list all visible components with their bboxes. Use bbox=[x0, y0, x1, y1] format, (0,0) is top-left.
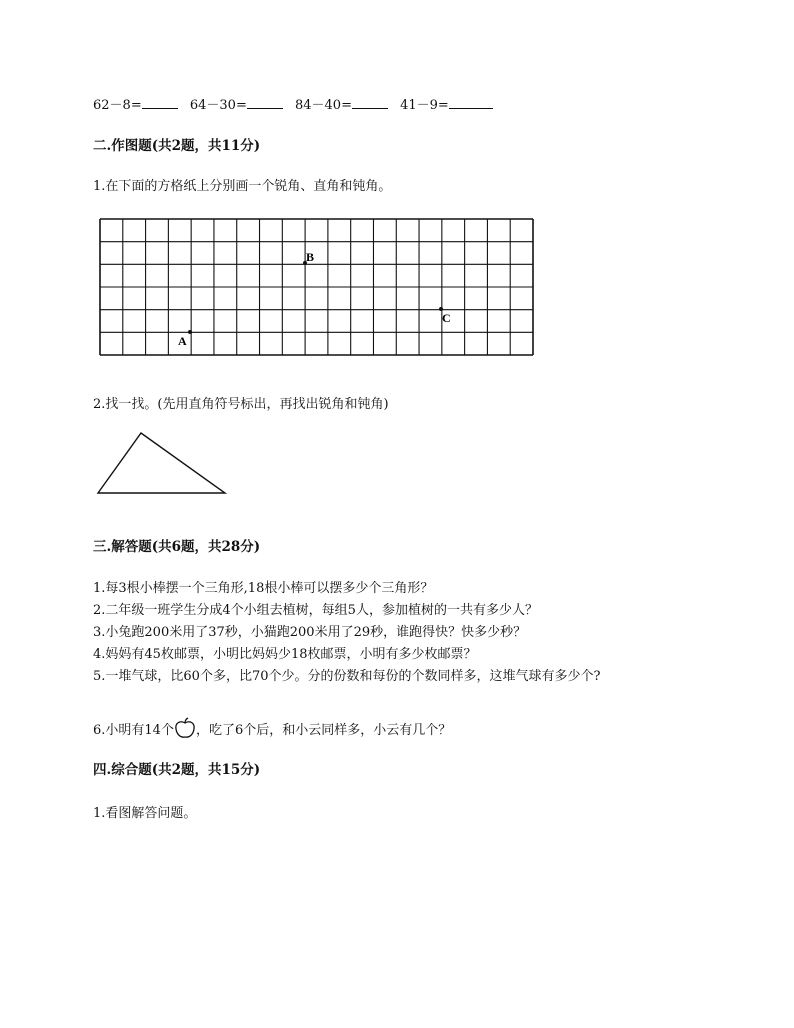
section3-question-5: 5.一堆气球，比60个多，比70个少。分的份数和每份的个数同样多，这堆气球有多少个? bbox=[93, 669, 601, 684]
grid-point-label-c: C bbox=[442, 311, 451, 325]
arithmetic-item bbox=[295, 95, 394, 115]
section3-question-4: 4.妈妈有45枚邮票，小明比妈妈少18枚邮票，小明有多少枚邮票？ bbox=[93, 647, 477, 662]
section4-question-1: 1.看图解答问题。 bbox=[93, 806, 197, 821]
answer-blank[interactable] bbox=[352, 95, 388, 109]
grid-point-label-b: B bbox=[306, 250, 315, 264]
section3-question-3: 3.小兔跑200米用了37秒，小猫跑200米用了29秒，谁跑得快？快多少秒？ bbox=[93, 625, 527, 640]
grid-lines bbox=[100, 219, 533, 355]
expression-text: 84－40= bbox=[294, 98, 352, 113]
q6-text-after: ，吃了6个后，和小云同样多，小云有几个？ bbox=[195, 723, 452, 738]
grid-point-a bbox=[188, 330, 192, 334]
section2-heading: 二.作图题(共2题，共11分) bbox=[93, 138, 261, 154]
expression-text: 64－30= bbox=[189, 98, 247, 113]
arithmetic-item bbox=[400, 95, 499, 115]
expression-text: 62－8= bbox=[93, 98, 142, 113]
section2-question-1: 1.在下面的方格纸上分别画一个锐角、直角和钝角。 bbox=[93, 179, 392, 194]
section3-question-6 bbox=[93, 717, 451, 740]
section4-heading: 四.综合题(共2题，共15分) bbox=[93, 762, 261, 778]
arithmetic-item bbox=[190, 95, 289, 115]
triangle-shape bbox=[98, 433, 225, 493]
answer-blank[interactable] bbox=[142, 95, 178, 109]
section2-question-2: 2.找一找。(先用直角符号标出，再找出锐角和钝角) bbox=[93, 397, 389, 412]
section3-question-2: 2.二年级一班学生分成4个小组去植树，每组5人，参加植树的一共有多少人？ bbox=[93, 603, 538, 618]
apple-icon bbox=[174, 717, 196, 739]
triangle-figure[interactable] bbox=[95, 430, 230, 496]
answer-blank[interactable] bbox=[247, 95, 283, 109]
expression-text: 41－9= bbox=[400, 98, 449, 113]
section3-question-1: 1.每3根小棒摆一个三角形,18根小棒可以摆多少个三角形？ bbox=[93, 581, 434, 596]
arithmetic-row bbox=[93, 95, 499, 115]
section3-heading: 三.解答题(共6题，共28分) bbox=[93, 539, 261, 555]
arithmetic-item bbox=[93, 95, 184, 115]
answer-blank[interactable] bbox=[449, 95, 493, 109]
grid-paper[interactable] bbox=[99, 218, 535, 356]
q6-text-before: 6.小明有14个 bbox=[93, 723, 174, 738]
grid-point-label-a: A bbox=[178, 334, 187, 348]
